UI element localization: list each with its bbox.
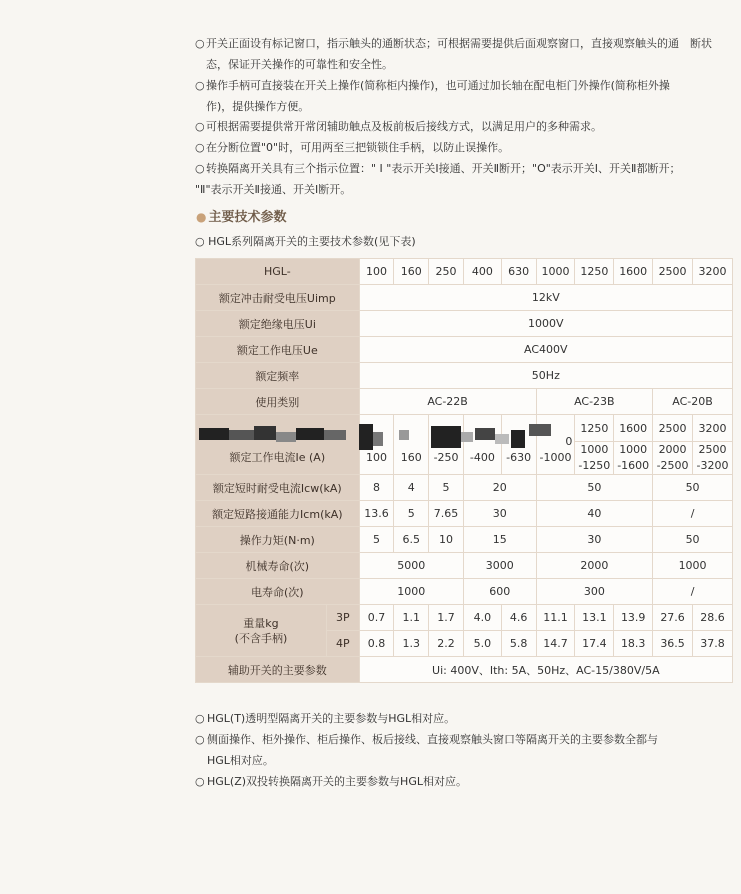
note-2: ○ 侧面操作、柜外操作、柜后操作、板后接线、直接观察触头窗口等隔离开关的主要参数全都与 HGL相对应。 <box>195 729 735 771</box>
bullet-icon: ○ <box>195 79 205 92</box>
bullet-icon: ○ <box>195 37 205 50</box>
table-row: 额定频率 50Hz <box>196 363 733 389</box>
bullet-icon: ○ <box>195 141 205 154</box>
dot-icon: ● <box>196 210 207 224</box>
table-row: 额定工作电流Ie (A) 100 160 -250 -400 -630 0 -1000 1250 1000 -1250 1600 1000 -1600 2500 2000 -2500 3200 2500 -3200 <box>196 415 733 475</box>
feature-3: ○可根据需要提供常开常闭辅助触点及板前板后接线方式，以满足用户的多种需求。 <box>195 116 740 137</box>
table-row: 重量kg (不含手柄) 3P 0.7 1.1 1.7 4.0 4.6 11.1 13.1 13.9 27.6 28.6 <box>196 605 733 631</box>
table-row: 使用类别 AC-22B AC-23B AC-20B <box>196 389 733 415</box>
section-title: ● 主要技术参数 <box>196 210 287 225</box>
bullet-icon: ○ <box>195 733 205 746</box>
model-label: HGL- <box>196 259 360 285</box>
table-row: 操作力矩(N·m) 5 6.5 10 15 30 50 <box>196 527 733 553</box>
pixelated-overlay <box>199 424 554 454</box>
bullet-icon: ○ <box>195 120 205 133</box>
bullet-icon: ○ <box>195 775 205 788</box>
table-intro: ○ HGL系列隔离开关的主要技术参数(见下表) <box>195 235 416 248</box>
table-row: 机械寿命(次) 5000 3000 2000 1000 <box>196 553 733 579</box>
table-row: 额定工作电压Ue AC400V <box>196 337 733 363</box>
table-row: 辅助开关的主要参数 Ui: 400V、Ith: 5A、50Hz、AC-15/380V/5A <box>196 657 733 683</box>
bullet-icon: ○ <box>195 235 205 248</box>
feature-2: ○操作手柄可直接装在开关上操作(简称柜内操作)，也可通过加长轴在配电柜门外操作(简称柜外操 作)，提供操作方便。 <box>195 75 740 117</box>
feature-1: ○开关正面设有标记窗口，指示触头的通断状态；可根据需要提供后面观察窗口，直接观察触头的通 断状 态，保证开关操作的可靠性和安全性。 <box>195 33 740 75</box>
table-row: 额定短路接通能力Icm(kA) 13.6 5 7.65 30 40 / <box>196 501 733 527</box>
table-row: HGL- 100 160 250 400 630 1000 1250 1600 2500 3200 <box>196 259 733 285</box>
table-row: 额定短时耐受电流Icw(kA) 8 4 5 20 50 50 <box>196 475 733 501</box>
note-1: ○ HGL(T)透明型隔离开关的主要参数与HGL相对应。 <box>195 708 735 729</box>
bullet-icon: ○ <box>195 162 205 175</box>
note-3: ○ HGL(Z)双投转换隔离开关的主要参数与HGL相对应。 <box>195 771 735 792</box>
feature-5: ○转换隔离开关具有三个指示位置：" Ⅰ "表示开关Ⅰ接通、开关Ⅱ断开；"O"表示开关Ⅰ、开关Ⅱ都断开； "Ⅱ"表示开关Ⅱ接通、开关Ⅰ断开。 <box>195 158 740 200</box>
spec-table <box>195 258 733 683</box>
bullet-icon: ○ <box>195 712 205 725</box>
table-row: 电寿命(次) 1000 600 300 / <box>196 579 733 605</box>
feature-4: ○在分断位置"0"时，可用两至三把锁锁住手柄，以防止误操作。 <box>195 137 740 158</box>
table-row: 额定绝缘电压Ui 1000V <box>196 311 733 337</box>
table-row: 额定冲击耐受电压Uimp 12kV <box>196 285 733 311</box>
table-row: 4P 0.8 1.3 2.2 5.0 5.8 14.7 17.4 18.3 36.5 37.8 <box>196 631 733 657</box>
